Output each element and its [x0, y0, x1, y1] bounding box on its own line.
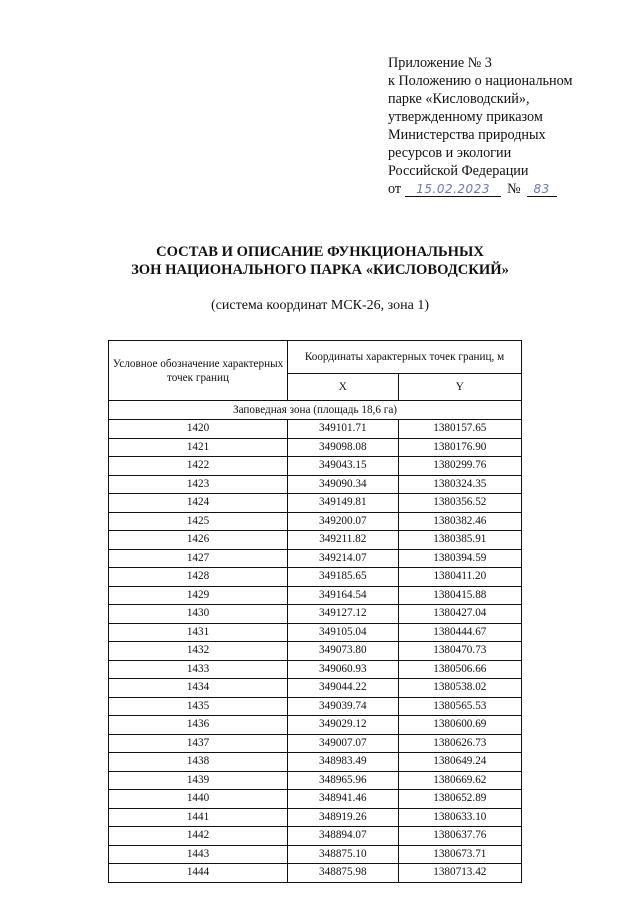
- title-line-2: ЗОН НАЦИОНАЛЬНОГО ПАРКА «КИСЛОВОДСКИЙ»: [131, 262, 509, 278]
- y-coordinate-cell: 1380652.89: [398, 790, 521, 809]
- x-coordinate-cell: 349043.15: [288, 457, 399, 476]
- table-row: [109, 494, 522, 513]
- x-coordinate-cell: 348983.49: [288, 753, 399, 772]
- y-coordinate-cell: 1380157.65: [398, 420, 521, 439]
- point-id-cell: 1422: [109, 457, 288, 476]
- point-id-cell: 1432: [109, 642, 288, 661]
- from-label: от: [388, 181, 402, 197]
- table-row: [109, 586, 522, 605]
- document-title: [0, 243, 640, 279]
- table-row: [109, 660, 522, 679]
- y-coordinate-cell: 1380411.20: [398, 568, 521, 587]
- y-coordinate-cell: 1380637.76: [398, 827, 521, 846]
- y-header: Y: [398, 373, 521, 400]
- x-coordinate-cell: 349060.93: [288, 660, 399, 679]
- x-coordinate-cell: 349101.71: [288, 420, 399, 439]
- x-coordinate-cell: 348965.96: [288, 771, 399, 790]
- x-header: X: [288, 373, 399, 400]
- title-line-1: СОСТАВ И ОПИСАНИЕ ФУНКЦИОНАЛЬНЫХ: [156, 244, 484, 260]
- y-coordinate-cell: 1380385.91: [398, 531, 521, 550]
- x-coordinate-cell: 349127.12: [288, 605, 399, 624]
- point-id-cell: 1440: [109, 790, 288, 809]
- point-id-cell: 1431: [109, 623, 288, 642]
- coordinate-system-subtitle: (система координат МСК-26, зона 1): [211, 298, 429, 313]
- y-coordinate-cell: 1380713.42: [398, 864, 521, 883]
- table-row: [109, 475, 522, 494]
- y-coordinate-cell: 1380299.76: [398, 457, 521, 476]
- table-row: [109, 716, 522, 735]
- point-id-cell: 1442: [109, 827, 288, 846]
- y-coordinate-cell: 1380538.02: [398, 679, 521, 698]
- table-row: [109, 623, 522, 642]
- x-coordinate-cell: 349211.82: [288, 531, 399, 550]
- x-coordinate-cell: 349098.08: [288, 438, 399, 457]
- point-id-cell: 1425: [109, 512, 288, 531]
- point-id-cell: 1439: [109, 771, 288, 790]
- table-row: [109, 808, 522, 827]
- x-coordinate-cell: 349149.81: [288, 494, 399, 513]
- zone-row: Заповедная зона (площадь 18,6 га): [109, 401, 522, 420]
- point-id-cell: 1430: [109, 605, 288, 624]
- y-coordinate-cell: 1380427.04: [398, 605, 521, 624]
- y-coordinate-cell: 1380649.24: [398, 753, 521, 772]
- table-row: [109, 438, 522, 457]
- y-coordinate-cell: 1380324.35: [398, 475, 521, 494]
- point-id-cell: 1444: [109, 864, 288, 883]
- point-id-cell: 1429: [109, 586, 288, 605]
- x-coordinate-cell: 349039.74: [288, 697, 399, 716]
- point-id-cell: 1424: [109, 494, 288, 513]
- y-coordinate-cell: 1380565.53: [398, 697, 521, 716]
- x-coordinate-cell: 348941.46: [288, 790, 399, 809]
- table-row: [109, 771, 522, 790]
- table-body: [109, 401, 522, 883]
- table-row: [109, 420, 522, 439]
- table-row: [109, 827, 522, 846]
- point-id-cell: 1427: [109, 549, 288, 568]
- y-coordinate-cell: 1380470.73: [398, 642, 521, 661]
- y-coordinate-cell: 1380394.59: [398, 549, 521, 568]
- point-id-cell: 1428: [109, 568, 288, 587]
- x-coordinate-cell: 349029.12: [288, 716, 399, 735]
- table-row: [109, 512, 522, 531]
- table-row: [109, 531, 522, 550]
- y-coordinate-cell: 1380506.66: [398, 660, 521, 679]
- appendix-line: Приложение № 3: [388, 55, 492, 71]
- coordinates-header: Координаты характерных точек границ, м: [288, 341, 522, 374]
- x-coordinate-cell: 349185.65: [288, 568, 399, 587]
- appendix-line: Российской Федерации: [388, 163, 529, 179]
- table-row: [109, 734, 522, 753]
- x-coordinate-cell: 349200.07: [288, 512, 399, 531]
- x-coordinate-cell: 348875.98: [288, 864, 399, 883]
- y-coordinate-cell: 1380633.10: [398, 808, 521, 827]
- point-id-cell: 1441: [109, 808, 288, 827]
- y-coordinate-cell: 1380176.90: [398, 438, 521, 457]
- x-coordinate-cell: 349073.80: [288, 642, 399, 661]
- y-coordinate-cell: 1380600.69: [398, 716, 521, 735]
- table-row: [109, 549, 522, 568]
- appendix-line: Министерства природных: [388, 127, 546, 143]
- appendix-header: [388, 54, 572, 198]
- x-coordinate-cell: 348919.26: [288, 808, 399, 827]
- table-row: [109, 457, 522, 476]
- point-id-cell: 1438: [109, 753, 288, 772]
- x-coordinate-cell: 348894.07: [288, 827, 399, 846]
- x-coordinate-cell: 349090.34: [288, 475, 399, 494]
- appendix-line: ресурсов и экологии: [388, 145, 512, 161]
- x-coordinate-cell: 349214.07: [288, 549, 399, 568]
- x-coordinate-cell: 349044.22: [288, 679, 399, 698]
- y-coordinate-cell: 1380673.71: [398, 845, 521, 864]
- point-id-cell: 1436: [109, 716, 288, 735]
- point-id-cell: 1433: [109, 660, 288, 679]
- table-row: [109, 605, 522, 624]
- appendix-line: утвержденному приказом: [388, 109, 543, 125]
- point-id-cell: 1426: [109, 531, 288, 550]
- y-coordinate-cell: 1380444.67: [398, 623, 521, 642]
- appendix-line: парке «Кисловодский»,: [388, 91, 530, 107]
- table-row: [109, 568, 522, 587]
- x-coordinate-cell: 348875.10: [288, 845, 399, 864]
- handwritten-number: 83: [527, 182, 557, 197]
- point-label-header: Условное обозначение характерных точек границ: [109, 341, 288, 401]
- number-label: №: [507, 181, 521, 197]
- point-id-cell: 1443: [109, 845, 288, 864]
- y-coordinate-cell: 1380356.52: [398, 494, 521, 513]
- point-id-cell: 1437: [109, 734, 288, 753]
- table-row: [109, 697, 522, 716]
- table-row: [109, 790, 522, 809]
- x-coordinate-cell: 349164.54: [288, 586, 399, 605]
- table-row: [109, 679, 522, 698]
- x-coordinate-cell: 349007.07: [288, 734, 399, 753]
- y-coordinate-cell: 1380382.46: [398, 512, 521, 531]
- table-row: [109, 864, 522, 883]
- table-row: [109, 845, 522, 864]
- handwritten-date: 15.02.2023: [405, 182, 501, 197]
- appendix-line: к Положению о национальном: [388, 73, 573, 89]
- x-coordinate-cell: 349105.04: [288, 623, 399, 642]
- y-coordinate-cell: 1380415.88: [398, 586, 521, 605]
- coordinates-table: [108, 340, 522, 883]
- table-row: [109, 642, 522, 661]
- point-id-cell: 1421: [109, 438, 288, 457]
- point-id-cell: 1423: [109, 475, 288, 494]
- table-row: [109, 753, 522, 772]
- point-id-cell: 1420: [109, 420, 288, 439]
- y-coordinate-cell: 1380669.62: [398, 771, 521, 790]
- y-coordinate-cell: 1380626.73: [398, 734, 521, 753]
- point-id-cell: 1435: [109, 697, 288, 716]
- order-date-line: [388, 180, 572, 198]
- point-id-cell: 1434: [109, 679, 288, 698]
